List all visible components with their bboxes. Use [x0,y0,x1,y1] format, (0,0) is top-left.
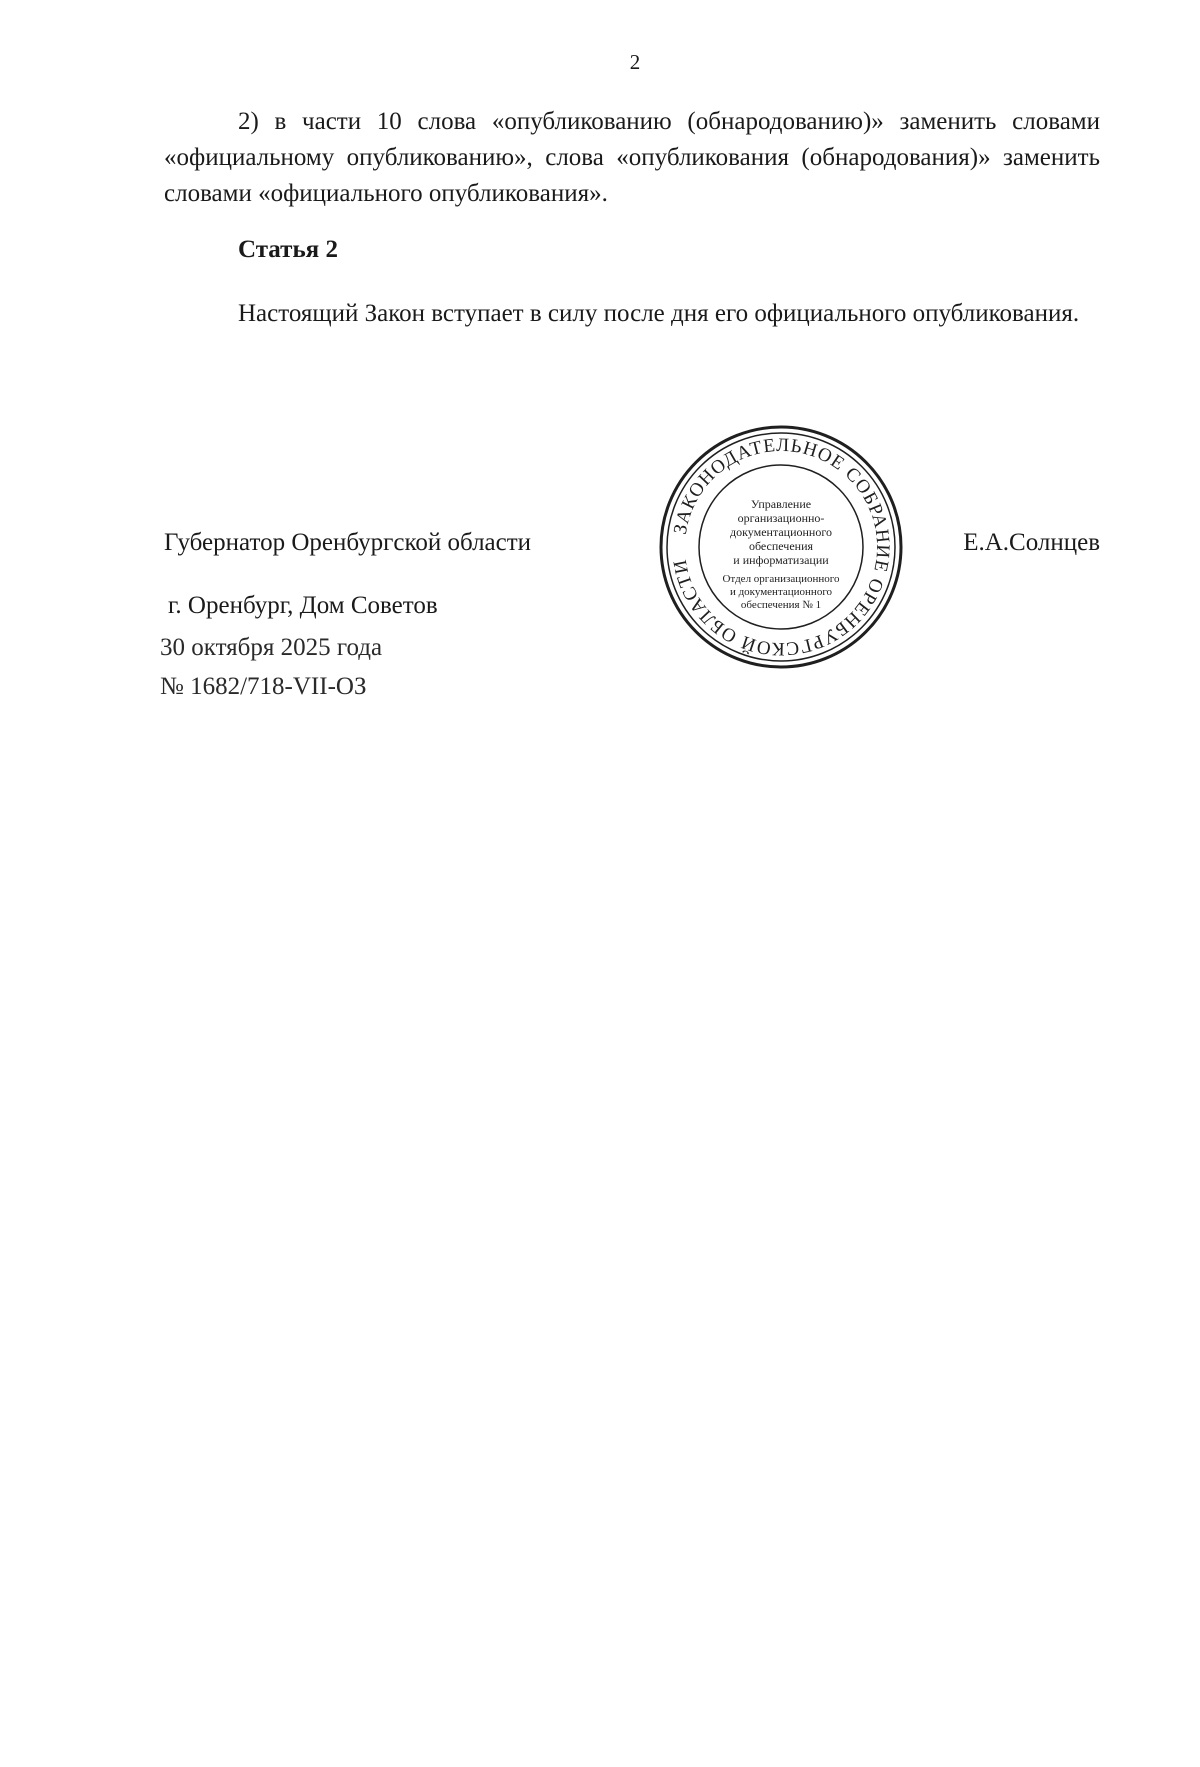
page-number: 2 [629,50,641,74]
signatory-position: Губернатор Оренбургской области [164,529,532,556]
seal-line: организационно- [737,511,825,525]
seal-department-line: и документационного [729,586,833,598]
law-number: № 1682/718-VII-ОЗ [160,673,367,700]
article-body [164,0,1100,420]
seal-line: документационного [730,525,832,539]
official-seal [658,424,904,670]
seal-line: Управление [750,497,812,511]
signing-place: г. Оренбург, Дом Советов [168,592,438,619]
signing-date: 30 октября 2025 года [160,634,383,661]
seal-department-line: Отдел организационного [722,573,840,585]
seal-line: обеспечения [748,539,814,553]
seal-department-line: обеспечения № 1 [740,599,822,611]
signatory-name: Е.А.Солнцев [963,529,1100,556]
amendment-paragraph: 2) в части 10 слова «опубликованию (обнародованию)» заменить словами «официальному опубликованию», слова «опубликования (обнародования)» заменить словами «официального опубликования». [164,108,1100,207]
seal-ring-text: ЗАКОНОДАТЕЛЬНОЕ СОБРАНИЕ ОРЕНБУРГСКОЙ ОБЛАСТИ [669,434,894,660]
article-heading: Статья 2 [238,236,338,263]
seal-line: и информатизации [733,553,829,567]
article-text: Настоящий Закон вступает в силу после дня его официального опубликования. [238,300,1080,327]
